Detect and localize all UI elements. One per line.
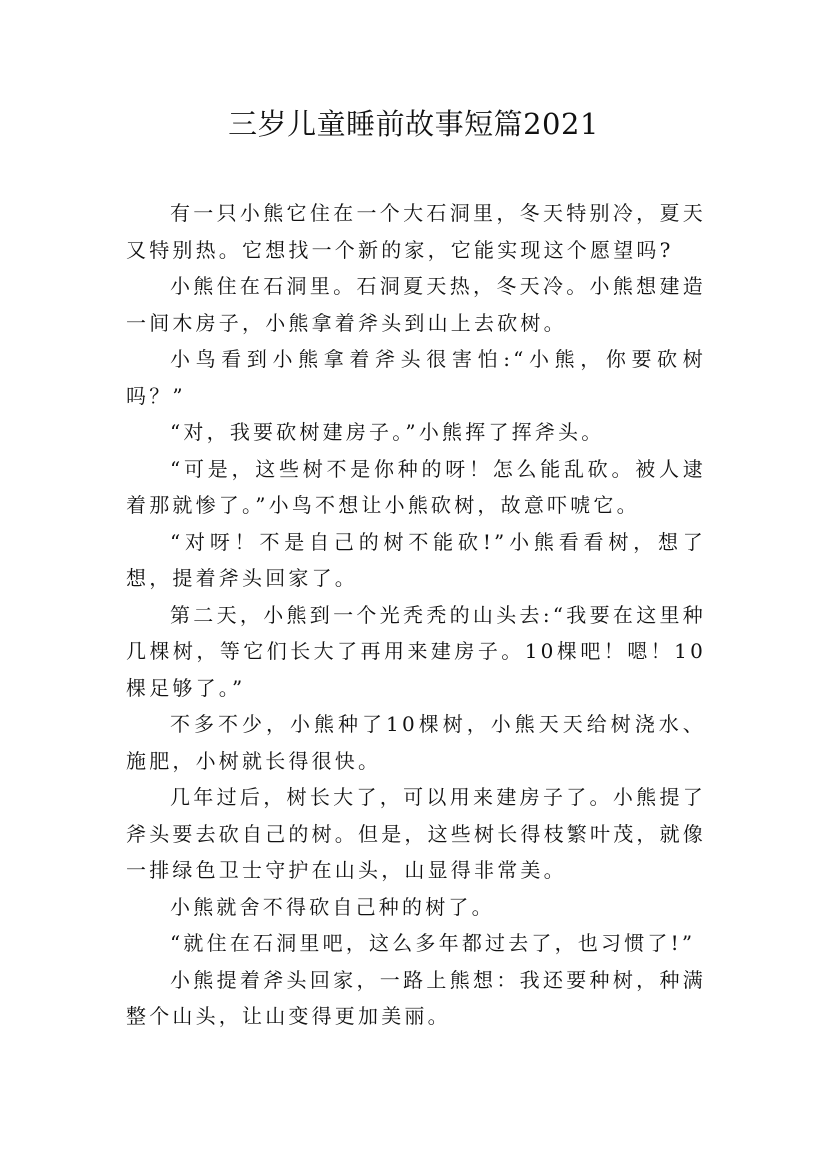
story-paragraph: “可是，这些树不是你种的呀！怎么能乱砍。被人逮着那就惨了。”小鸟不想让小熊砍树，故意吓唬它。	[126, 456, 706, 517]
story-paragraph: 不多不少，小熊种了10棵树，小熊天天给树浇水、施肥，小树就长得很快。	[126, 712, 706, 773]
story-paragraph: 小鸟看到小熊拿着斧头很害怕:“小熊，你要砍树吗？”	[126, 347, 706, 408]
story-paragraph: 小熊就舍不得砍自己种的树了。	[170, 894, 495, 919]
story-body	[126, 195, 706, 1035]
story-paragraph: 小熊住在石洞里。石洞夏天热，冬天冷。小熊想建造一间木房子，小熊拿着斧头到山上去砍树。	[126, 274, 706, 335]
story-paragraph: “就住在石洞里吧，这么多年都过去了，也习惯了!”	[170, 931, 696, 955]
story-paragraph: 几年过后，树长大了，可以用来建房子了。小熊提了斧头要去砍自己的树。但是，这些树长得枝繁叶茂，就像一排绿色卫士守护在山头，山显得非常美。	[126, 785, 706, 882]
story-paragraph: “对，我要砍树建房子。”小熊挥了挥斧头。	[170, 420, 605, 444]
story-paragraph: 有一只小熊它住在一个大石洞里，冬天特别冷，夏天又特别热。它想找一个新的家，它能实现这个愿望吗?	[126, 201, 706, 262]
story-paragraph: 第二天，小熊到一个光秃秃的山头去:“我要在这里种几棵树，等它们长大了再用来建房子。10棵吧！嗯！10棵足够了。”	[126, 602, 706, 700]
story-paragraph: 小熊提着斧头回家，一路上熊想：我还要种树，种满整个山头，让山变得更加美丽。	[126, 967, 706, 1028]
document-title: 三岁儿童睡前故事短篇2021	[228, 107, 599, 141]
story-paragraph: “对呀！不是自己的树不能砍!”小熊看看树，想了想，提着斧头回家了。	[126, 529, 706, 590]
